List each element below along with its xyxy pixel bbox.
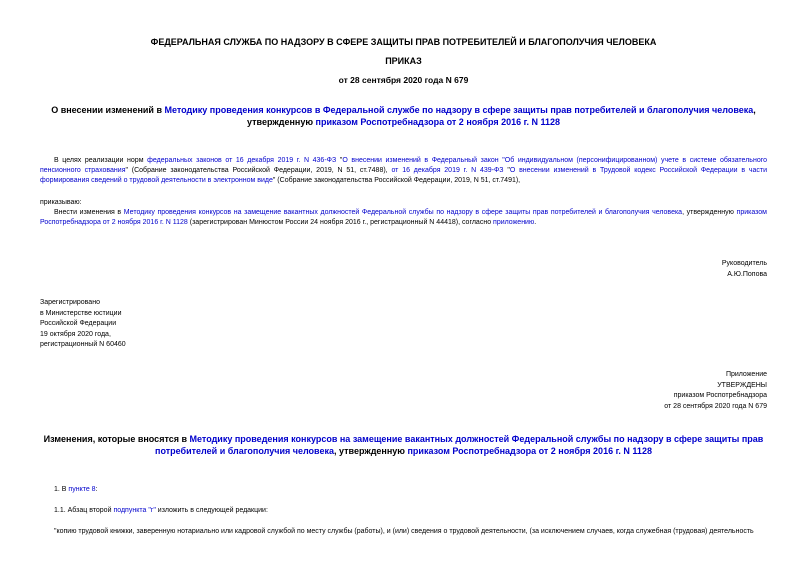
preamble-text-5: " (Собрание законодательства Российской Федерации, 2019, N 51, ст.7491), xyxy=(272,177,521,184)
preamble-law-439-title-link[interactable]: О внесении изменений в Трудовой кодекс Российской Федерации в части формирования сведений о трудовой деятельности в электронном виде xyxy=(40,167,767,184)
changes-title-prefix: Изменения, которые вносятся в xyxy=(43,434,190,444)
registration-block xyxy=(40,298,126,351)
document-title xyxy=(40,104,767,128)
registration-line: Российской Федерации xyxy=(40,320,117,327)
item-1-1-text-2: изложить в следующей редакции: xyxy=(155,507,268,514)
signature-block xyxy=(722,259,767,280)
order-text-2: , утвержденную xyxy=(682,209,737,216)
preamble-text-4: " xyxy=(503,167,510,174)
agency-name: ФЕДЕРАЛЬНАЯ СЛУЖБА ПО НАДЗОРУ В СФЕРЕ ЗАЩИТЫ ПРАВ ПОТРЕБИТЕЛЕЙ И БЛАГОПОЛУЧИЯ ЧЕЛОВЕКА xyxy=(150,37,657,47)
changes-order-link[interactable]: приказом Роспотребнадзора от 2 ноября 2016 г. N 1128 xyxy=(407,446,652,456)
registration-line: в Министерстве юстиции xyxy=(40,309,122,317)
item-1 xyxy=(54,485,98,495)
item-1-1 xyxy=(54,506,268,516)
signature-role: Руководитель xyxy=(721,260,767,267)
order-appendix-link[interactable]: приложению xyxy=(493,219,535,226)
order-text-4: . xyxy=(534,219,537,226)
appendix-line: Приложение xyxy=(725,371,767,378)
preamble-text-1: В целях реализации норм xyxy=(54,157,148,164)
order-word: приказываю: xyxy=(40,199,82,206)
order-text-1: Внести изменения в xyxy=(54,209,124,216)
registration-line: регистрационный N 60460 xyxy=(40,341,126,348)
item-1-1-text: 1.1. Абзац второй xyxy=(54,507,114,514)
order-paragraph xyxy=(40,208,767,228)
document-date-number: от 28 сентября 2020 года N 679 xyxy=(338,75,469,85)
appendix-block xyxy=(664,370,767,412)
order-methodology-link[interactable]: Методику проведения конкурсов на замещение вакантных должностей Федеральной службы по надзору в сфере защиты прав потребителей и благополучия человека xyxy=(123,209,683,216)
preamble-text-3: " (Собрание законодательства Российской Федерации, 2019, N 51, ст.7488), xyxy=(125,167,392,174)
document-type: ПРИКАЗ xyxy=(385,56,422,66)
order-1128-link[interactable]: приказом Роспотребнадзора от 2 ноября 2016 г. N 1128 xyxy=(40,209,767,226)
item-1-text: 1. В xyxy=(54,486,69,493)
changes-methodology-link[interactable]: Методику проведения конкурсов на замещение вакантных должностей Федеральной службы по надзору в сфере защиты прав потребителей и благополучия человека xyxy=(155,434,764,456)
preamble-law-436-title-link[interactable]: О внесении изменений в Федеральный закон "Об индивидуальном (персонифицированном) учете в системе обязательного пенсионного страхования xyxy=(40,157,768,174)
quoted-text: "копию трудовой книжки, заверенную нотариально или кадровой службой по месту службы (работы), и (или) сведения о трудовой деятельности, (за исключением случаев, когда служебная (трудовая) деятельность xyxy=(54,528,754,535)
item-1-1-subpoint-link[interactable]: подпункта "г" xyxy=(113,507,156,514)
title-order-link[interactable]: приказом Роспотребнадзора от 2 ноября 2016 г. N 1128 xyxy=(315,117,560,127)
appendix-line: приказом Роспотребнадзора xyxy=(673,392,767,399)
preamble-text-2: " xyxy=(336,157,343,164)
preamble-law-439-link[interactable]: от 16 декабря 2019 г. N 439-ФЗ xyxy=(391,167,504,174)
appendix-line: УТВЕРЖДЕНЫ xyxy=(717,381,767,389)
title-mid: , утвержденную xyxy=(247,105,756,127)
changes-title xyxy=(40,433,767,457)
title-methodology-link[interactable]: Методику проведения конкурсов в Федеральной службе по надзору в сфере защиты прав потребителей и благополучия человека xyxy=(164,105,754,115)
order-text-3: (зарегистрирован Минюстом России 24 ноября 2016 г., регистрационный N 44418), согласно xyxy=(187,219,494,226)
signature-name: А.Ю.Попова xyxy=(727,270,767,278)
preamble-paragraph xyxy=(40,156,767,186)
registration-line: 19 октября 2020 года, xyxy=(40,330,111,338)
item-1-point-8-link[interactable]: пункте 8 xyxy=(68,486,96,493)
appendix-line: от 28 сентября 2020 года N 679 xyxy=(664,402,767,410)
registration-line: Зарегистрировано xyxy=(40,299,100,306)
changes-title-mid: , утвержденную xyxy=(334,446,408,456)
title-prefix: О внесении изменений в xyxy=(51,105,165,115)
preamble-federal-laws-link[interactable]: федеральных законов от 16 декабря 2019 г. N 436-ФЗ xyxy=(147,157,337,164)
item-1-colon: : xyxy=(95,486,98,493)
